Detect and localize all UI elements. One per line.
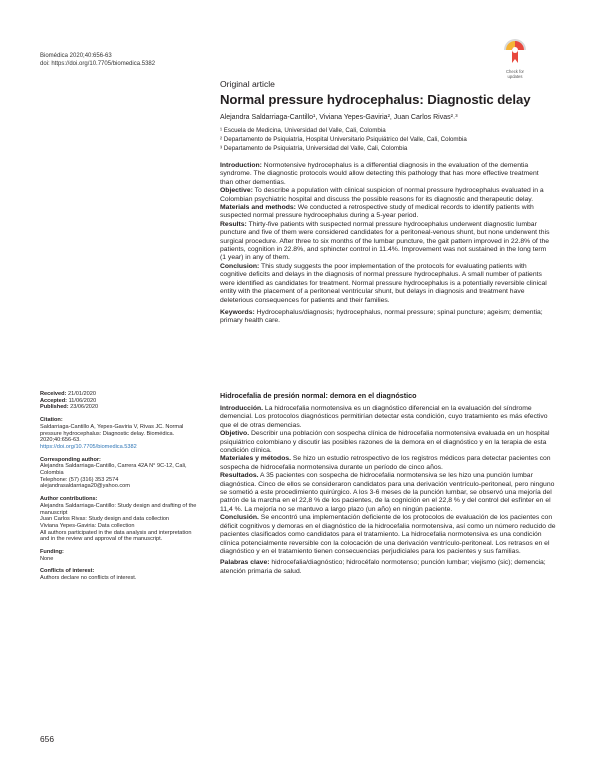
funding-heading: Funding: (40, 549, 64, 556)
abstract-conclusion: Conclusion: This study suggests the poor implementation of the protocols for evaluating patients with cognitive deficits and delays in the diagnosis of normal pressure hydrocephalus. A small number of patients were identified as candidates for treatment. Normal pressure hydrocephalus is a potentially reversible clinical entity with the placement of a peritoneal ventricular shunt, but delays in diagnosis and treatment have deleterious consequences for patients and their families. (220, 262, 547, 304)
corresponding-phone: Telephone: (57) (316) 353 2574 (40, 476, 119, 483)
funding-text: None (40, 555, 54, 562)
contributions-heading: Author contributions: (40, 496, 98, 503)
contribution-4: All authors participated in the data analysis and interpretation and in the review and approval of the manuscript. (40, 529, 192, 543)
abstract-results: Results: Thirty-five patients with suspected normal pressure hydrocephalus underwent diagnostic lumbar puncture and five of them were considered candidates for a peritoneal-venous shunt, but none underwent this surgical procedure. After three to six months of the lumbar puncture, the gait pattern improved in 22.8% of the patients, cognition in 22.8%, and sphincter control in 11.4%. Improvement was not sustained in the long term (1 year) in any of them. (220, 220, 550, 262)
resumen-conclusion: Conclusión. Se encontró una implementación deficiente de los protocolos de evaluación de los pacientes con déficit cognitivos y demoras en el diagnóstico de la hidrocefalia normotensiva, así como un número reducido de pacientes clasificados como candidatos para el tratamiento. La hidrocefalia normotensiva es una condición clínica potencialmente reversible con la colocación de una derivación ventrículo-peritoneal. Los retrasos en el diagnóstico y en el tratamiento tienen consecuencias perjudiciales para los pacientes y sus familias. (220, 514, 556, 555)
funding-block (40, 549, 200, 562)
conflicts-text: Authors declare no conflicts of interest. (40, 575, 137, 582)
badge-label: Check for updates (506, 69, 524, 79)
abstract-methods: Materials and methods: We conducted a retrospective study of medical records to identify patients with suspected normal pressure hydrocephalus during a 5-year period. (220, 204, 534, 220)
contribution-1: Alejandra Saldarriaga-Cantillo: Study design and drafting of the manuscript (40, 502, 197, 516)
citation-doi-link[interactable]: https://doi.org/10.7705/biomedica.5382 (40, 443, 137, 450)
conflicts-heading: Conflicts of interest: (40, 568, 95, 575)
article-title: Normal pressure hydrocephalus: Diagnostic delay (220, 92, 531, 107)
check-for-updates-icon (503, 38, 527, 64)
corresponding-author-block (40, 457, 200, 491)
journal-citation-line: Biomédica 2020;40:656-63 (40, 53, 112, 59)
accepted-date: Accepted: 11/06/2020 (40, 397, 97, 404)
author-list: Alejandra Saldarriaga-Cantillo¹, Viviana Yepes-Gaviria², Juan Carlos Rivas²˒³ (220, 114, 458, 121)
contribution-2: Juan Carlos Rivas: Study design and data collection (40, 516, 170, 523)
published-date: Published: 23/06/2020 (40, 404, 99, 411)
contribution-3: Viviana Yepes-Gaviria: Data collection (40, 522, 135, 529)
palabras-clave: Palabras clave: hidrocefalia/diagnóstico; hidrocéfalo normotenso; punción lumbar; viejismo (sic); demencia; atención primaria de salud. (220, 559, 546, 575)
affiliation-3: ³ Departamento de Psiquiatría, Universidad del Valle, Cali, Colombia (220, 145, 408, 152)
resumen-objetivo: Objetivo. Describir una población con sospecha clínica de hidrocefalia normotensiva evaluada en un hospital psiquiátrico colombiano y discutir las posibles razones de la demora en el diagnóstico y en la terapia de esta condición clínica. (220, 430, 550, 455)
citation-text: Saldarriaga-Cantillo A, Yepes-Gaviria V, Rivas JC. Normal pressure hydrocephalus: Diagnostic delay. Biomédica. 2020;40:656-63. (40, 423, 184, 444)
affiliation-1: ¹ Escuela de Medicina, Universidad del Valle, Cali, Colombia (220, 127, 386, 134)
conflicts-block (40, 568, 200, 581)
abstract-english (220, 162, 550, 326)
affiliations (220, 126, 467, 153)
abstract-spanish (220, 405, 556, 576)
resumen-metodos: Materiales y métodos. Se hizo un estudio retrospectivo de los registros médicos para detectar pacientes con sospecha de hidrocefalia normotensiva durante un período de cinco años. (220, 455, 551, 471)
publication-dates (40, 391, 200, 411)
resumen-resultados: Resultados. A 35 pacientes con sospecha de hidrocefalia normotensiva se les hizo una punción lumbar diagnóstica. Cinco de ellos se consideraron candidatos para una derivación ventrículo-peritoneal, pero ninguno se sometió a este procedimiento quirúrgico. A los 3-6 meses de la punción lumbar, se observó una mejoría del patrón de la marcha en el 22,8 % de los pacientes, de la cognición en el 22,8 % y del control del esfínter en el 11,4 %. La mejoría no se mantuvo a largo plazo (un año) en ningún paciente. (220, 472, 555, 513)
corresponding-address: Alejandra Saldarriaga-Cantillo, Carrera 42A N° 9C-12, Cali, Colombia (40, 463, 187, 477)
check-for-updates-badge[interactable] (500, 38, 530, 80)
citation-heading: Citation: (40, 417, 63, 424)
abstract-introduction: Introduction: Normotensive hydrocephalus is a differential diagnosis in the evaluation of the dementia syndrome. The diagnostic protocols would allow detecting this pathology that has more effective treatment than other dementias. (220, 162, 539, 186)
affiliation-2: ² Departamento de Psiquiatría, Hospital Universitario Psiquiátrico del Valle, Cali, Colombia (220, 136, 467, 143)
page-number: 656 (40, 734, 54, 744)
abstract-keywords: Keywords: Hydrocephalus/diagnosis; hydrocephalus, normal pressure; spinal puncture; ageism; dementia; primary health care. (220, 308, 543, 325)
journal-reference (40, 52, 155, 68)
abstract-objective: Objective: To describe a population with clinical suspicion of normal pressure hydrocephalus evaluated in a Colombian psychiatric hospital and discuss the possible reasons for its diagnostic and therapeutic delay. (220, 187, 544, 203)
corresponding-heading: Corresponding author: (40, 456, 101, 463)
journal-doi-line[interactable]: doi: https://doi.org/10.7705/biomedica.5382 (40, 61, 156, 67)
article-info-sidebar (40, 391, 200, 588)
spanish-title: Hidrocefalia de presión normal: demora en el diagnóstico (220, 391, 417, 400)
citation-block (40, 417, 200, 451)
corresponding-email[interactable]: alejandrasaldarriaga20@yahoo.com (40, 483, 130, 490)
article-section-label: Original article (220, 79, 275, 89)
author-contributions-block (40, 496, 200, 543)
received-date: Received: 21/01/2020 (40, 391, 96, 397)
resumen-introduccion: Introducción. La hidrocefalia normotensiva es un diagnóstico diferencial en la evaluación del síndrome demencial. Los protocolos diagnósticos permitirían detectar esta condición, cuyo tratamiento es más efectivo que el de otras demencias. (220, 405, 548, 429)
